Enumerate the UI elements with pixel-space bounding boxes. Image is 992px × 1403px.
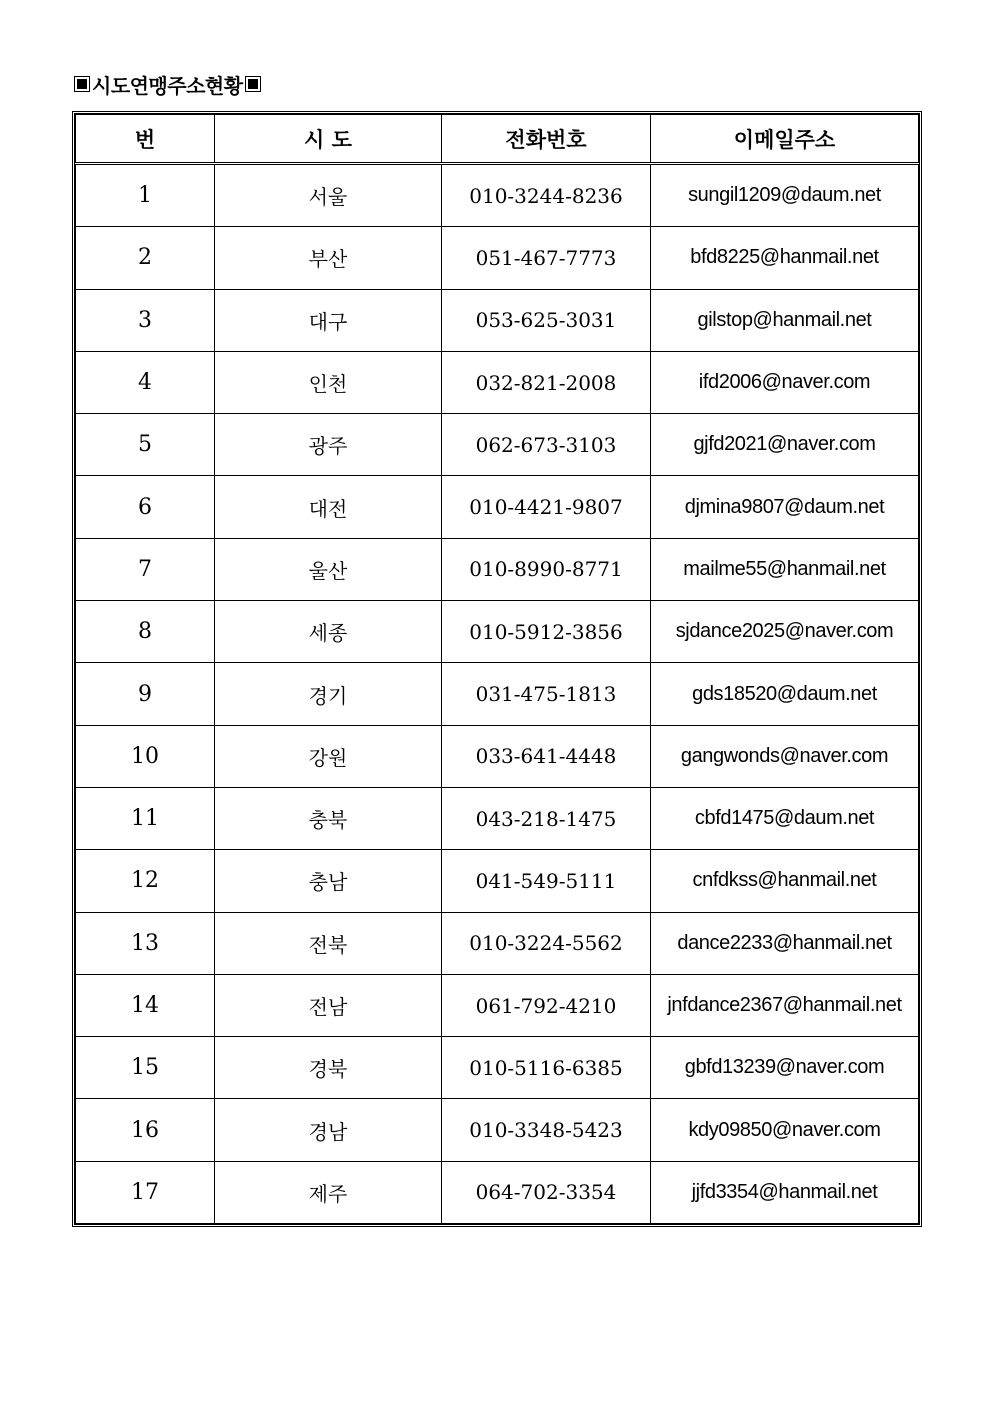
row-number: 11 (76, 787, 215, 849)
region-name: 전북 (215, 912, 442, 974)
row-number: 5 (76, 414, 215, 476)
table-row (76, 227, 919, 289)
email-address: cbfd1475@daum.net (651, 787, 919, 849)
contact-table (75, 114, 919, 1224)
region-name: 세종 (215, 601, 442, 663)
title-text: 시도연맹주소현황 (92, 73, 243, 98)
row-number: 2 (76, 227, 215, 289)
header-phone: 전화번호 (442, 115, 651, 164)
email-address: sungil1209@daum.net (651, 164, 919, 227)
phone-number: 062-673-3103 (442, 414, 651, 476)
row-number: 3 (76, 289, 215, 351)
table-row (76, 725, 919, 787)
table-row (76, 663, 919, 725)
region-name: 충남 (215, 850, 442, 912)
email-address: gjfd2021@naver.com (651, 414, 919, 476)
email-address: dance2233@hanmail.net (651, 912, 919, 974)
region-name: 경북 (215, 1037, 442, 1099)
email-address: gilstop@hanmail.net (651, 289, 919, 351)
phone-number: 053-625-3031 (442, 289, 651, 351)
row-number: 12 (76, 850, 215, 912)
table-row (76, 476, 919, 538)
region-name: 경남 (215, 1099, 442, 1161)
table-row (76, 1037, 919, 1099)
phone-number: 010-4421-9807 (442, 476, 651, 538)
region-name: 제주 (215, 1161, 442, 1223)
table-row (76, 538, 919, 600)
table-row (76, 1099, 919, 1161)
table-row (76, 1161, 919, 1223)
region-name: 서울 (215, 164, 442, 227)
header-email: 이메일주소 (651, 115, 919, 164)
region-name: 충북 (215, 787, 442, 849)
table-row (76, 351, 919, 413)
email-address: gbfd13239@naver.com (651, 1037, 919, 1099)
row-number: 13 (76, 912, 215, 974)
email-address: mailme55@hanmail.net (651, 538, 919, 600)
region-name: 울산 (215, 538, 442, 600)
region-name: 강원 (215, 725, 442, 787)
email-address: jjfd3354@hanmail.net (651, 1161, 919, 1223)
phone-number: 033-641-4448 (442, 725, 651, 787)
row-number: 14 (76, 974, 215, 1036)
region-name: 대구 (215, 289, 442, 351)
email-address: cnfdkss@hanmail.net (651, 850, 919, 912)
phone-number: 051-467-7773 (442, 227, 651, 289)
phone-number: 064-702-3354 (442, 1161, 651, 1223)
table-row (76, 601, 919, 663)
row-number: 7 (76, 538, 215, 600)
phone-number: 043-218-1475 (442, 787, 651, 849)
row-number: 9 (76, 663, 215, 725)
row-number: 10 (76, 725, 215, 787)
row-number: 1 (76, 164, 215, 227)
region-name: 경기 (215, 663, 442, 725)
phone-number: 010-5116-6385 (442, 1037, 651, 1099)
email-address: sjdance2025@naver.com (651, 601, 919, 663)
table-header-row (76, 115, 919, 164)
row-number: 16 (76, 1099, 215, 1161)
phone-number: 041-549-5111 (442, 850, 651, 912)
region-name: 광주 (215, 414, 442, 476)
table-row (76, 164, 919, 227)
phone-number: 032-821-2008 (442, 351, 651, 413)
region-name: 대전 (215, 476, 442, 538)
email-address: ifd2006@naver.com (651, 351, 919, 413)
email-address: gangwonds@naver.com (651, 725, 919, 787)
phone-number: 010-3348-5423 (442, 1099, 651, 1161)
region-name: 인천 (215, 351, 442, 413)
row-number: 17 (76, 1161, 215, 1223)
email-address: bfd8225@hanmail.net (651, 227, 919, 289)
row-number: 6 (76, 476, 215, 538)
email-address: jnfdance2367@hanmail.net (651, 974, 919, 1036)
phone-number: 010-8990-8771 (442, 538, 651, 600)
phone-number: 010-3224-5562 (442, 912, 651, 974)
table-body (76, 164, 919, 1224)
phone-number: 031-475-1813 (442, 663, 651, 725)
black-square-icon (74, 76, 90, 92)
phone-number: 010-5912-3856 (442, 601, 651, 663)
black-square-icon (245, 76, 261, 92)
table-row (76, 289, 919, 351)
row-number: 15 (76, 1037, 215, 1099)
table-row (76, 787, 919, 849)
email-address: kdy09850@naver.com (651, 1099, 919, 1161)
region-name: 부산 (215, 227, 442, 289)
header-region: 시 도 (215, 115, 442, 164)
phone-number: 061-792-4210 (442, 974, 651, 1036)
table-row (76, 912, 919, 974)
header-no: 번 (76, 115, 215, 164)
table-row (76, 414, 919, 476)
table-row (76, 850, 919, 912)
document-title (72, 70, 263, 98)
table-row (76, 974, 919, 1036)
row-number: 8 (76, 601, 215, 663)
email-address: djmina9807@daum.net (651, 476, 919, 538)
region-name: 전남 (215, 974, 442, 1036)
contact-table-frame (72, 111, 922, 1227)
row-number: 4 (76, 351, 215, 413)
email-address: gds18520@daum.net (651, 663, 919, 725)
phone-number: 010-3244-8236 (442, 164, 651, 227)
